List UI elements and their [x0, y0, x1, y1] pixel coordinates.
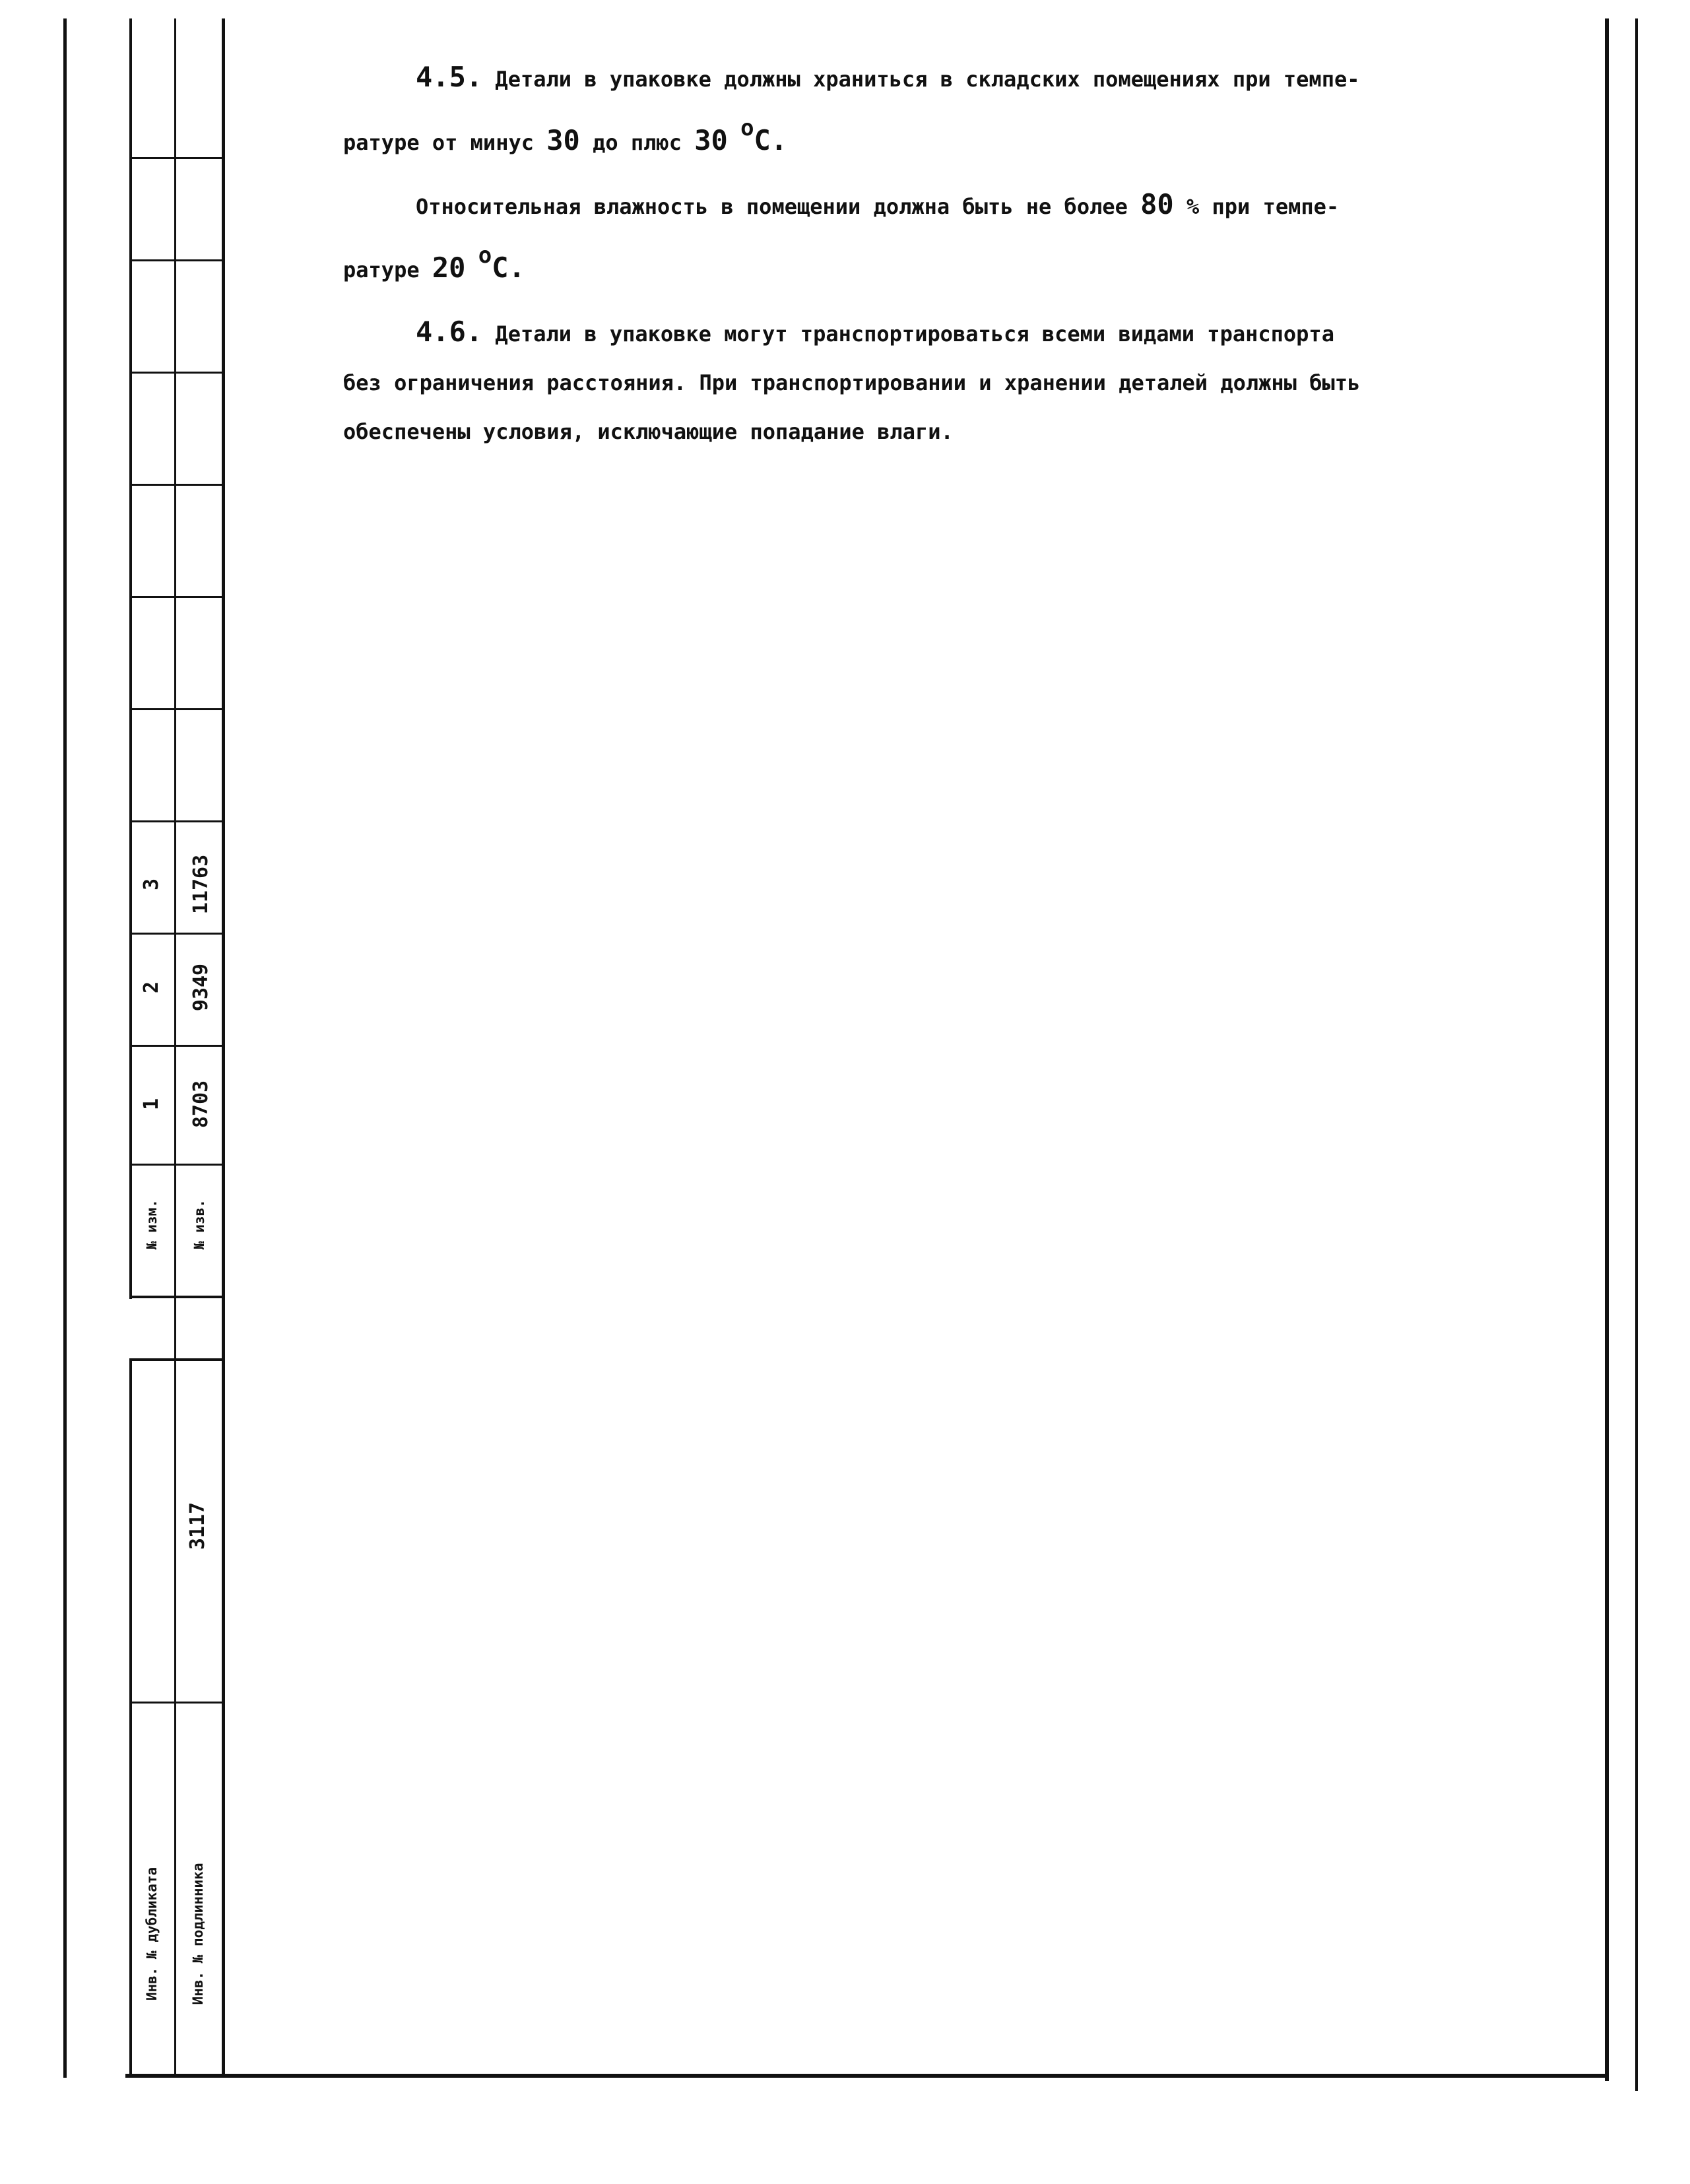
page-edge-left: [63, 18, 67, 2078]
change-table-rule: [129, 1045, 223, 1047]
paragraph-4-6-line-3: обеспечены условия, исключающие попадание влаги.: [343, 419, 954, 444]
notice-number-2: 9349: [189, 963, 212, 1012]
paragraph-4-6-line-2: без ограничения расстояния. При транспортировании и хранении деталей должны быть: [343, 370, 1361, 395]
stamp-outer-line: [129, 18, 132, 1299]
page-edge-right: [1635, 18, 1638, 2091]
stamp-outer-line-lower: [129, 1360, 132, 2078]
degree-sign: o: [740, 115, 754, 141]
notice-number-3: 11763: [189, 854, 212, 915]
change-table-rule: [129, 157, 223, 159]
paragraph-4-5-number: 4.5.: [416, 61, 483, 93]
humidity-paragraph-line-2: ратуре 20 oC.: [343, 242, 525, 284]
change-header-label: № изм.: [144, 1199, 160, 1249]
paragraph-4-5-line-1: 4.5. Детали в упаковке должны храниться в складских помещениях при темпе-: [416, 61, 1360, 93]
notice-number-1: 8703: [189, 1080, 212, 1129]
stamp-middle-line: [174, 18, 176, 2078]
inventory-table-rule: [129, 1702, 223, 1704]
change-table-rule: [129, 1164, 223, 1166]
degree-sign: o: [478, 242, 492, 269]
humidity-paragraph-line-1: Относительная влажность в помещении должна быть не более 80 % при темпе-: [416, 188, 1340, 220]
change-number-2: 2: [140, 981, 163, 994]
notice-header-label: № изв.: [191, 1199, 207, 1249]
change-table-rule: [129, 259, 223, 261]
change-table-rule: [129, 708, 223, 710]
change-table-rule: [129, 372, 223, 374]
document-body: [343, 53, 1531, 456]
frame-right-border: [1605, 18, 1609, 2081]
inventory-table-top-rule: [129, 1358, 223, 1361]
original-inventory-number: 3117: [186, 1502, 209, 1550]
paragraph-4-6-number: 4.6.: [416, 315, 483, 348]
paragraph-4-5-line-2: ратуре от минус 30 до плюс 30 oC.: [343, 115, 788, 156]
change-table-rule: [129, 484, 223, 486]
original-inventory-label: Инв. № подлинника: [190, 1863, 206, 2005]
frame-bottom-border: [125, 2074, 1608, 2078]
change-number-3: 3: [140, 878, 163, 891]
stamp-inner-line: [222, 18, 225, 2078]
change-table-rule: [129, 596, 223, 598]
change-number-1: 1: [140, 1098, 163, 1111]
change-table-bottom-rule: [129, 1296, 223, 1298]
duplicate-inventory-label: Инв. № дубликата: [144, 1867, 160, 2001]
paragraph-4-6-line-1: 4.6. Детали в упаковке могут транспортироваться всеми видами транспорта: [416, 315, 1334, 348]
change-table-rule: [129, 820, 223, 822]
